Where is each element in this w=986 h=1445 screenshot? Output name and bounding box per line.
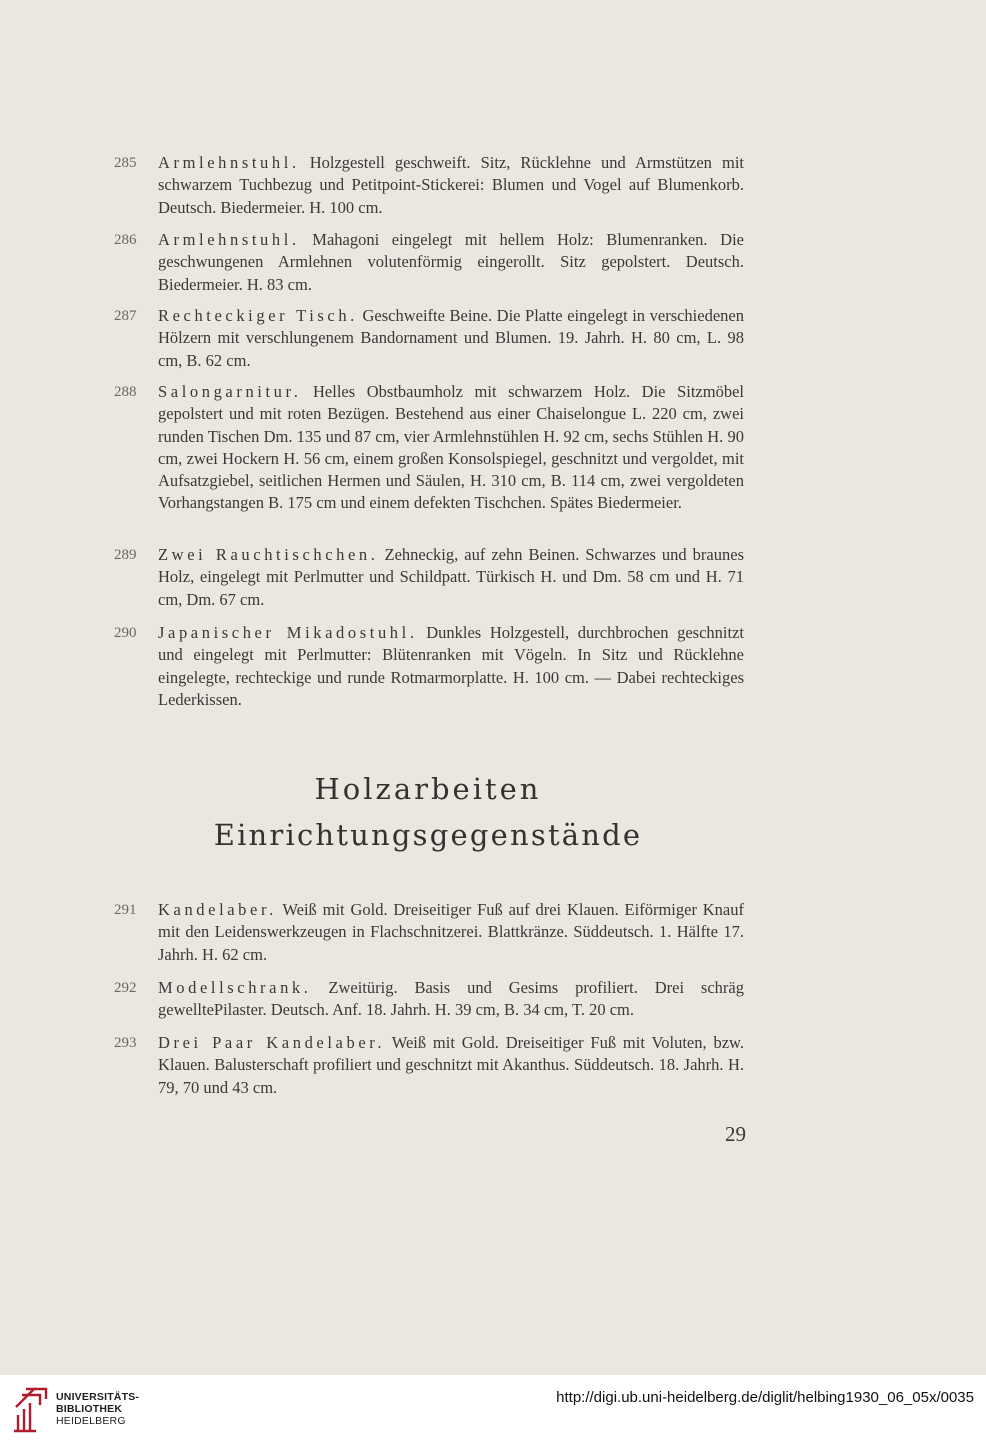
entry-title: Rechteckiger Tisch. [158,306,358,325]
entry-text [158,152,744,219]
page-number: 29 [725,1122,746,1146]
entry-text [158,381,744,515]
entry-text [158,899,744,966]
entry-number: 286 [114,232,137,248]
entry-body: Weiß mit Gold. Dreiseitiger Fuß auf drei Klauen. Eiförmiger Knauf mit den Leidenswerkzeugen in Flachschnitzerei. Blattkränze. Süddeutsch. 1. Hälfte 17. Jahrh. H. 62 cm. [158,900,744,964]
entry-text [158,622,744,711]
catalog-entry-285 [114,152,754,219]
entry-body: Mahagoni eingelegt mit hellem Holz: Blumenranken. Die geschwungenen Armlehnen volutenförmig eingerollt. Sitz gepolstert. Deutsch. Biedermeier. H. 83 cm. [158,230,744,294]
entry-body: Helles Obstbaumholz mit schwarzem Holz. Die Sitzmöbel gepolstert und mit roten Bezügen. Bestehend aus einer Chaiselongue L. 220 cm, zwei runden Tischen Dm. 135 und 87 cm, vier Armlehnstühlen H. 92 cm, sechs Stühlen H. 90 cm, zwei Hockern H. 56 cm, einem großen Konsolspiegel, geschnitzt und vergoldet, mit Aufsatzgiebel, seitlichen Hermen und Säulen, H. 310 cm, B. 114 cm, zwei vergoldeten Vorhangstangen B. 175 cm und einem defekten Tischchen. Spätes Biedermeier. [158,382,744,513]
entry-body: Dunkles Holzgestell, durchbrochen geschnitzt und eingelegt mit Perlmutter: Blütenranken mit Vögeln. In Sitz und Rücklehne eingelegte, rechteckige und runde Rotmarmorplatte. H. 100 cm. — Dabei rechteckiges Lederkissen. [158,623,744,709]
section-subheading: Einrichtungsgegenstände [213,818,643,852]
entry-title: Armlehnstuhl. [158,153,300,172]
library-name-line-3: HEIDELBERG [56,1415,126,1427]
source-url-link[interactable]: http://digi.ub.uni-heidelberg.de/diglit/helbing1930_06_05x/0035 [556,1389,974,1406]
catalog-entry-287 [114,305,754,372]
catalog-entry-286 [114,229,754,296]
entry-title: Drei Paar Kandelaber. [158,1033,386,1052]
entry-title: Kandelaber. [158,900,277,919]
entry-text [158,544,744,611]
entry-text [158,977,744,1022]
entry-body: Zweitürig. Basis und Gesims profiliert. Drei schräg gewelltePilaster. Deutsch. Anf. 18. Jahrh. H. 39 cm, B. 34 cm, T. 20 cm. [158,978,744,1020]
viewer-footer [0,1375,986,1445]
entry-body: Geschweifte Beine. Die Platte eingelegt in verschiedenen Hölzern mit verschlungenem Bandornament und Blumen. 19. Jahrh. H. 80 cm, L. 98 cm, B. 62 cm. [158,306,744,370]
catalog-entry-290 [114,622,754,711]
entry-number: 289 [114,547,137,563]
catalog-entry-291 [114,899,754,966]
catalog-entry-289 [114,544,754,611]
library-name-line-2: BIBLIOTHEK [56,1403,123,1415]
library-name-line-1: UNIVERSITÄTS- [56,1391,140,1403]
entry-body: Weiß mit Gold. Dreiseitiger Fuß mit Voluten, bzw. Klauen. Balusterschaft profiliert und geschnitzt mit Akanthus. Süddeutsch. 18. Jahrh. H. 79, 70 und 43 cm. [158,1033,744,1097]
entry-number: 288 [114,384,137,400]
entry-text [158,229,744,296]
entry-number: 287 [114,308,137,324]
entry-title: Salongarnitur. [158,382,302,401]
entry-number: 290 [114,625,137,641]
entry-text [158,305,744,372]
entry-number: 293 [114,1035,137,1051]
entry-number: 285 [114,155,137,171]
entry-title: Armlehnstuhl. [158,230,300,249]
entry-title: Zwei Rauchtischchen. [158,545,379,564]
catalog-entry-292 [114,977,754,1022]
entry-text [158,1032,744,1099]
entry-number: 291 [114,902,137,918]
library-logo-icon [12,1385,50,1435]
catalog-entry-293 [114,1032,754,1099]
library-name [56,1391,139,1427]
entry-body: Holzgestell geschweift. Sitz, Rücklehne und Armstützen mit schwarzem Tuchbezug und Petitpoint-Stickerei: Blumen und Vogel auf Blumenkorb. Deutsch. Biedermeier. H. 100 cm. [158,153,744,217]
entry-title: Japanischer Mikadostuhl. [158,623,418,642]
section-heading: Holzarbeiten [314,772,542,806]
entry-title: Modellschrank. [158,978,312,997]
entry-number: 292 [114,980,137,996]
entry-body: Zehneckig, auf zehn Beinen. Schwarzes und braunes Holz, eingelegt mit Perlmutter und Schildpatt. Türkisch H. und Dm. 58 cm und H. 71 cm, Dm. 67 cm. [158,545,744,609]
catalog-entry-288 [114,381,754,515]
